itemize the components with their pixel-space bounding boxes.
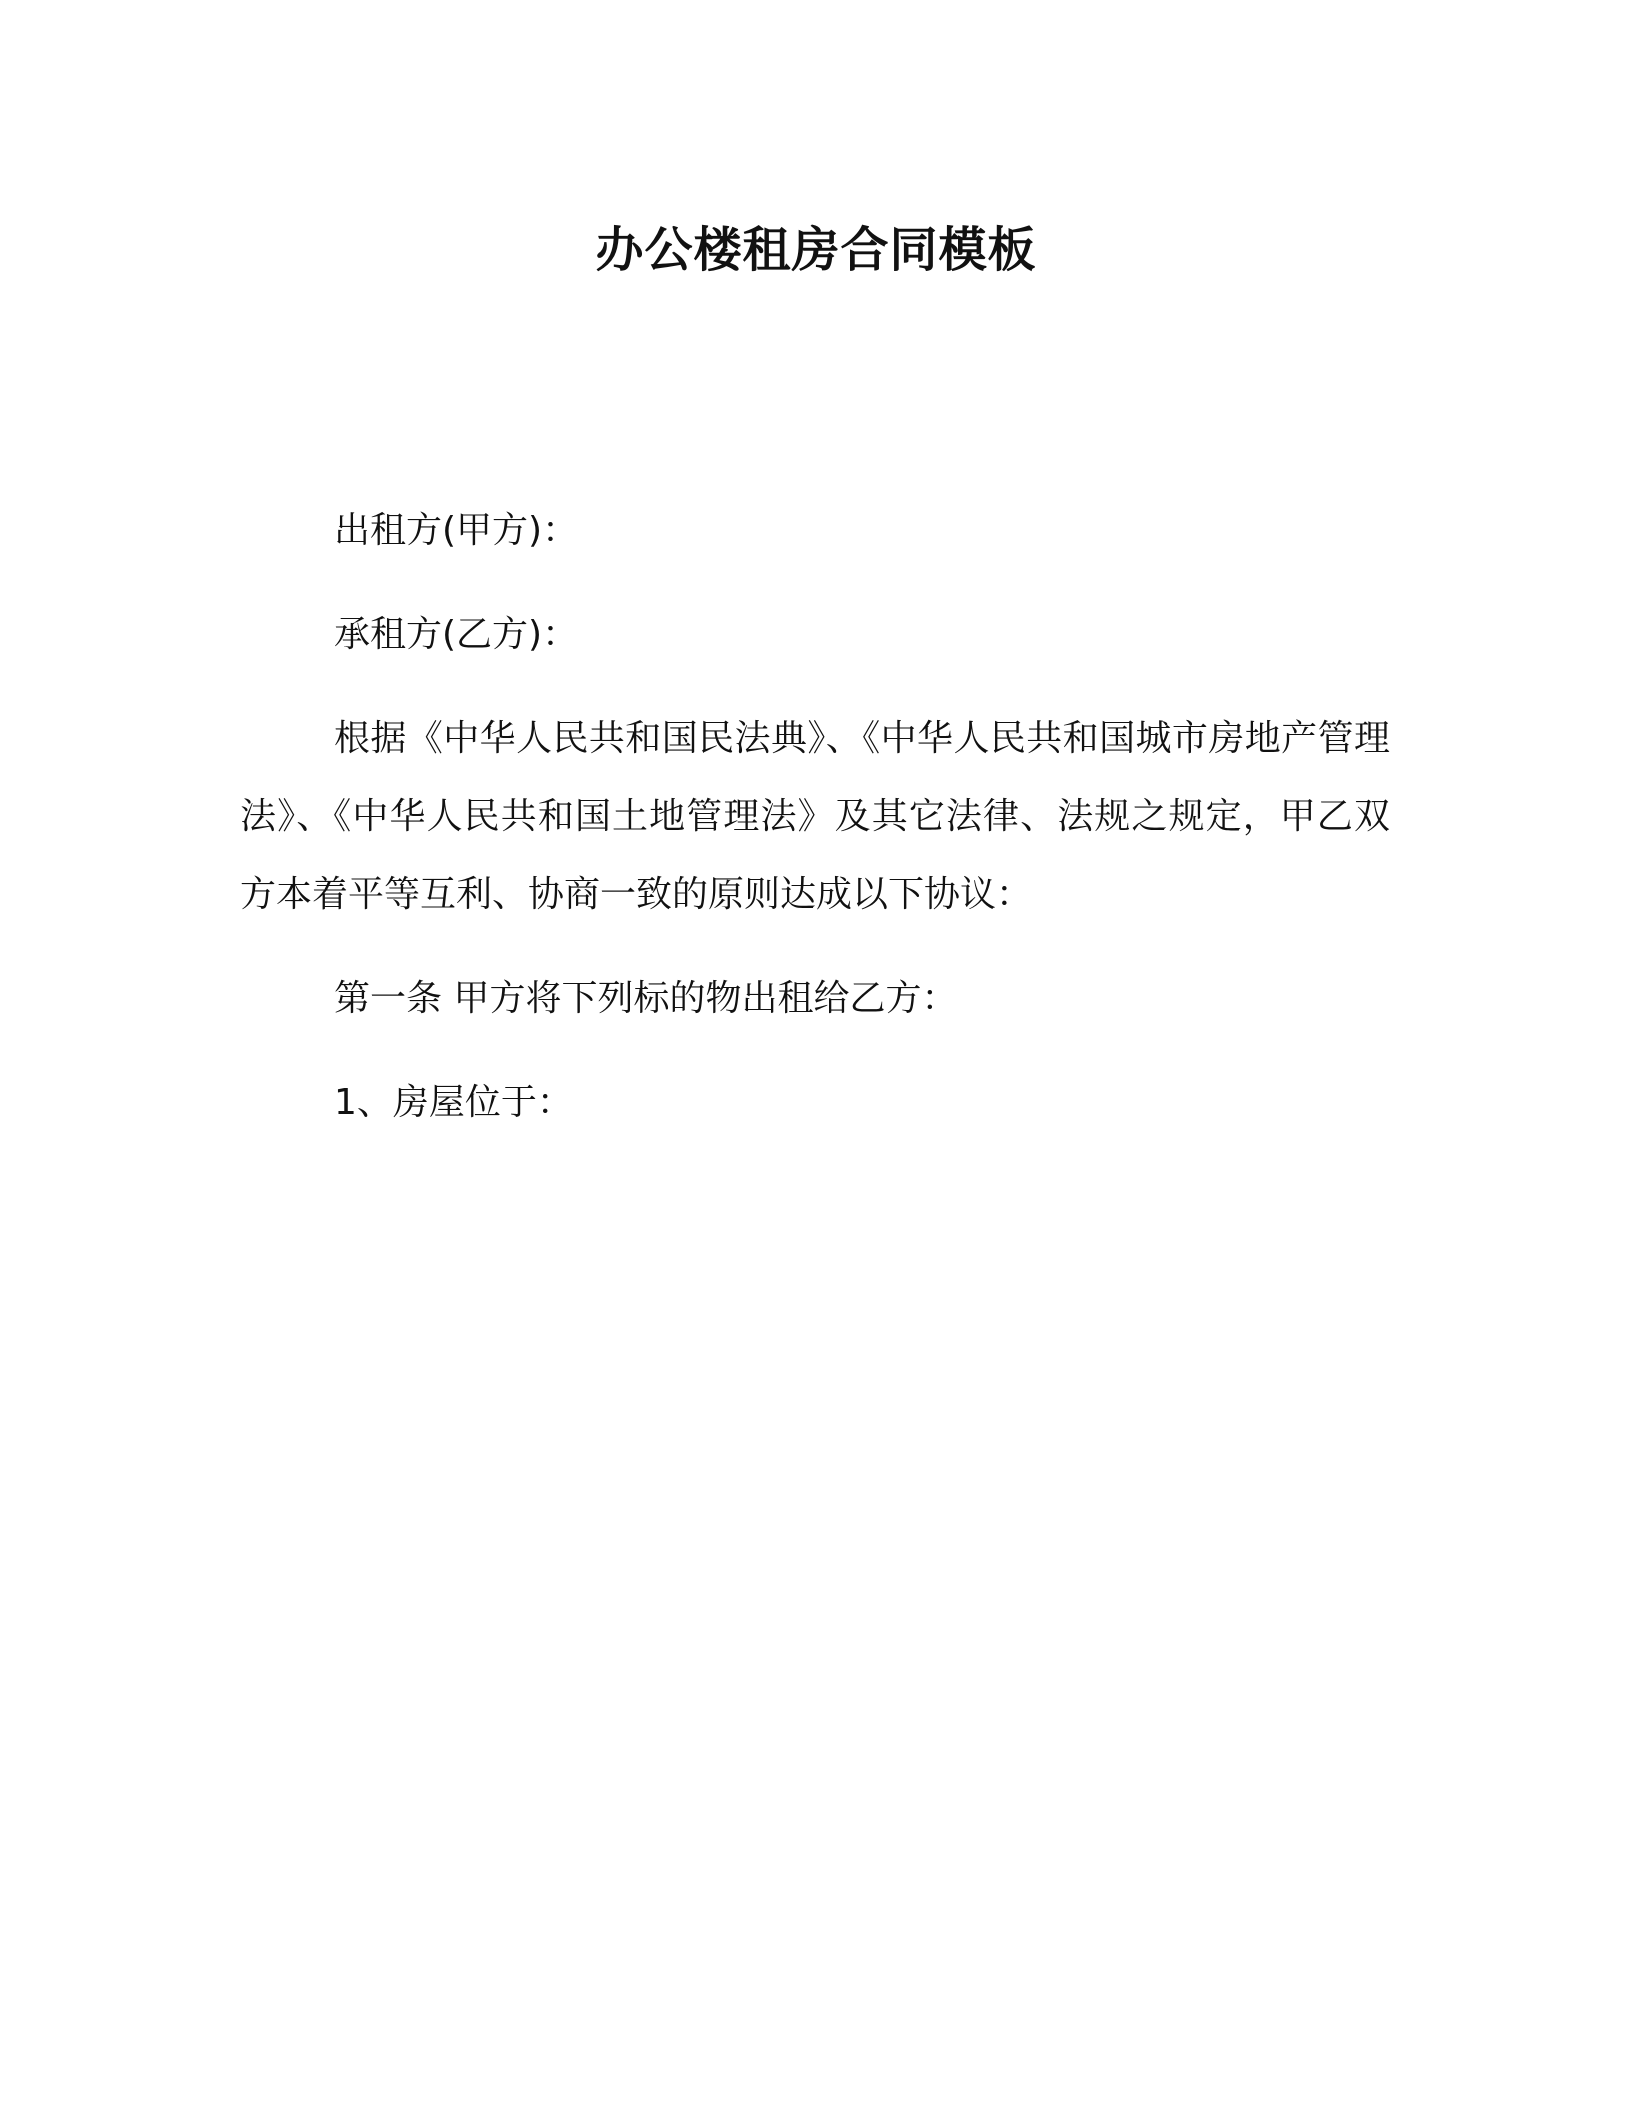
document-title: 办公楼租房合同模板 (595, 222, 1037, 278)
premises-location-line: 1、房屋位于： (334, 1082, 573, 1123)
lessee-line: 承租方(乙方)： (334, 614, 579, 655)
article-one-heading: 第一条 甲方将下列标的物出租给乙方： (334, 978, 958, 1019)
lessor-line: 出租方(甲方)： (334, 510, 579, 551)
document-body (240, 492, 1390, 1168)
legal-basis-paragraph: 根据《中华人民共和国民法典》、《中华人民共和国城市房地产管理法》、《中华人民共和国土地管理法》及其它法律、法规之规定，甲乙双方本着平等互利、协商一致的原则达成以下协议： (240, 718, 1390, 915)
